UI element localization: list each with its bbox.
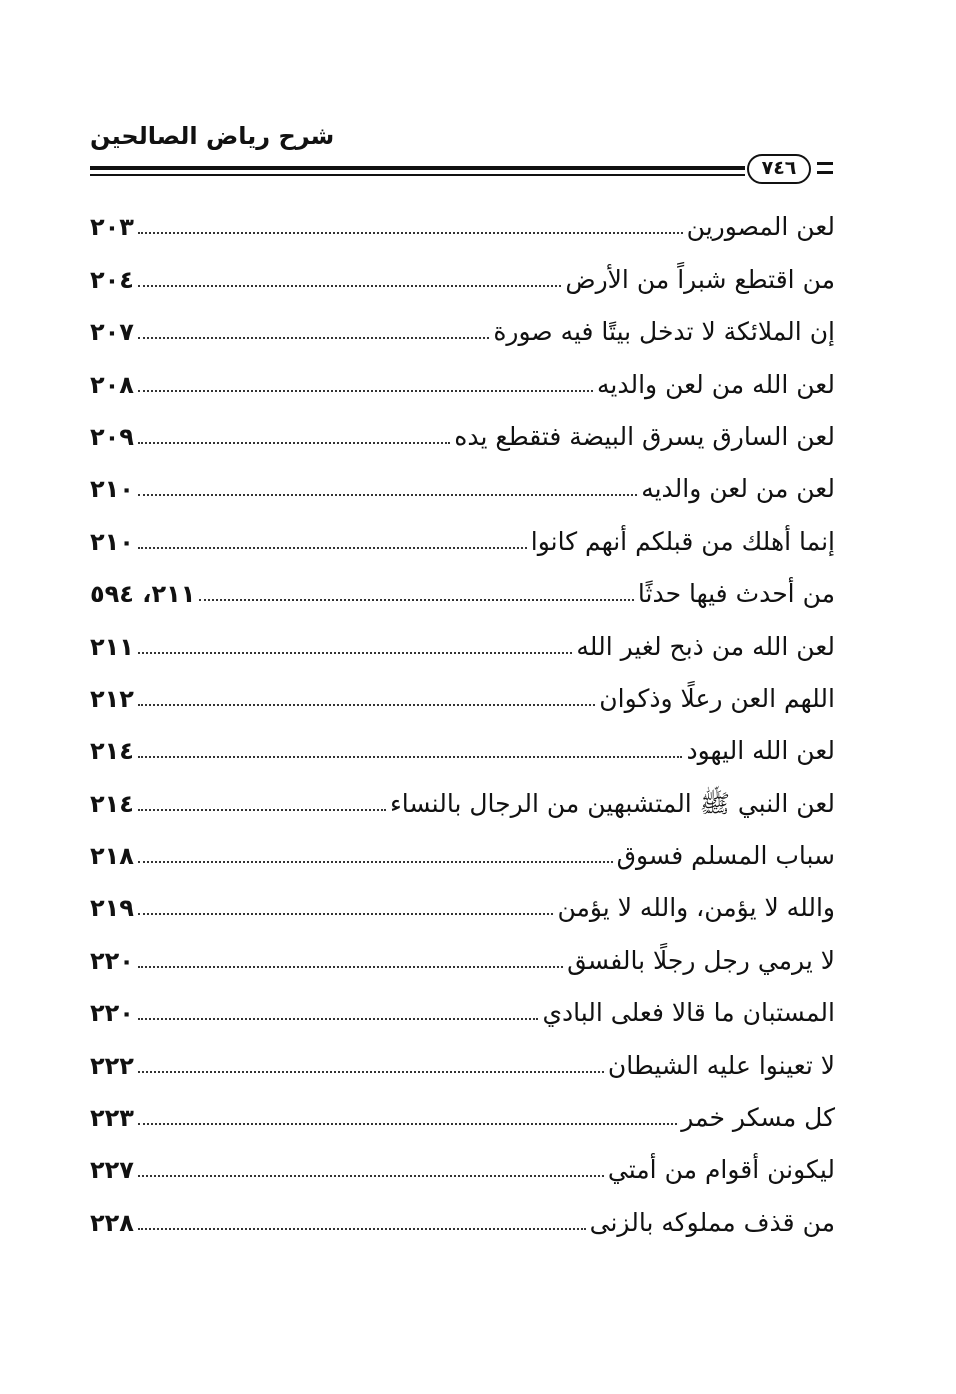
header-rule-bottom — [90, 174, 745, 176]
toc-entry-page: ٢٠٤ — [90, 265, 134, 294]
dot-leader — [138, 442, 450, 444]
toc-entry-title: إنما أهلك من قبلكم أنهم كانوا — [530, 526, 835, 556]
toc-entry-page: ٢٠٣ — [90, 213, 134, 242]
dot-leader — [138, 494, 637, 496]
toc-entry-title: من اقتطع شبراً من الأرض — [565, 264, 835, 294]
toc-row — [90, 925, 835, 977]
dot-leader — [138, 704, 595, 706]
table-of-contents — [90, 192, 835, 1240]
toc-entry-title: من قذف مملوكه بالزنى — [589, 1207, 835, 1237]
toc-entry-page: ٢١٠ — [90, 527, 134, 556]
dot-leader — [138, 861, 613, 863]
toc-entry-page: ٢٢٣ — [90, 1104, 134, 1133]
toc-entry-page: ٢١٩ — [90, 894, 134, 923]
toc-entry-title: والله لا يؤمن، والله لا يؤمن — [557, 893, 835, 923]
toc-row — [90, 611, 835, 663]
toc-entry-title: من أحدث فيها حدثًا — [637, 579, 835, 609]
dot-leader — [138, 652, 572, 654]
toc-row — [90, 716, 835, 768]
dot-leader — [138, 809, 386, 811]
toc-row — [90, 978, 835, 1030]
toc-entry-page: ٢١١، ٥٩٤ — [90, 580, 196, 609]
toc-entry-page: ٢١٢ — [90, 684, 134, 713]
toc-entry-title: كل مسكر خمر — [681, 1103, 835, 1133]
dot-leader — [138, 1071, 604, 1073]
toc-row — [90, 873, 835, 925]
toc-entry-title: سباب المسلم فسوق — [616, 841, 835, 871]
toc-entry-title: لعن من لعن والديه — [641, 474, 835, 504]
toc-entry-title: لعن السارق يسرق البيضة فتقطع يده — [454, 421, 835, 451]
toc-entry-page: ٢٠٧ — [90, 318, 134, 347]
running-header — [90, 118, 835, 188]
header-rule-top — [90, 166, 745, 170]
toc-entry-title: لعن النبي ﷺ المتشبهين من الرجال بالنساء — [389, 788, 835, 818]
toc-entry-title: ليكونن أقوام من أمتي — [607, 1155, 835, 1185]
dot-leader — [138, 1175, 604, 1177]
dot-leader — [138, 1018, 538, 1020]
toc-entry-page: ٢١٨ — [90, 842, 134, 871]
toc-entry-page: ٢٢٠ — [90, 946, 134, 975]
toc-row — [90, 1030, 835, 1082]
header-ornament — [817, 162, 833, 174]
dot-leader — [138, 285, 561, 287]
toc-entry-page: ٢٢٧ — [90, 1156, 134, 1185]
toc-row — [90, 244, 835, 296]
toc-entry-title: اللهم العن رعلًا وذكوان — [599, 683, 835, 713]
dot-leader — [138, 1228, 586, 1230]
toc-entry-title: المستبان ما قالا فعلى البادي — [542, 998, 835, 1028]
toc-row — [90, 506, 835, 558]
toc-row — [90, 1187, 835, 1239]
dot-leader — [199, 599, 634, 601]
toc-entry-page: ٢١١ — [90, 632, 134, 661]
toc-entry-page: ٢١٤ — [90, 789, 134, 818]
toc-row — [90, 1135, 835, 1187]
page-number-badge: ٧٤٦ — [747, 154, 811, 184]
toc-row — [90, 192, 835, 244]
toc-row — [90, 1083, 835, 1135]
toc-entry-page: ٢٠٩ — [90, 422, 134, 451]
toc-entry-page: ٢٢٢ — [90, 1051, 134, 1080]
toc-entry-title: لعن المصورين — [686, 212, 835, 242]
dot-leader — [138, 1123, 677, 1125]
toc-entry-title: لا تعينوا عليه الشيطان — [607, 1050, 835, 1080]
toc-row — [90, 664, 835, 716]
dot-leader — [138, 966, 563, 968]
toc-entry-title: لا يرمي رجل رجلًا بالفسق — [567, 945, 835, 975]
toc-entry-page: ٢٢٠ — [90, 999, 134, 1028]
book-title: شرح رياض الصالحين — [90, 122, 335, 150]
toc-row — [90, 297, 835, 349]
toc-entry-page: ٢٢٨ — [90, 1208, 134, 1237]
toc-entry-page: ٢١٤ — [90, 737, 134, 766]
dot-leader — [138, 756, 683, 758]
toc-row — [90, 821, 835, 873]
toc-row — [90, 349, 835, 401]
toc-entry-title: لعن الله من ذبح لغير الله — [576, 631, 835, 661]
toc-row — [90, 559, 835, 611]
dot-leader — [138, 547, 527, 549]
toc-row — [90, 402, 835, 454]
toc-entry-page: ٢٠٨ — [90, 370, 134, 399]
dot-leader — [138, 913, 554, 915]
toc-entry-page: ٢١٠ — [90, 475, 134, 504]
toc-entry-title: لعن الله اليهود — [686, 736, 835, 766]
toc-row — [90, 768, 835, 820]
dot-leader — [138, 232, 683, 234]
toc-entry-title: لعن الله من لعن والديه — [597, 369, 835, 399]
toc-row — [90, 454, 835, 506]
dot-leader — [138, 337, 489, 339]
toc-entry-title: إن الملائكة لا تدخل بيتًا فيه صورة — [493, 317, 835, 347]
dot-leader — [138, 390, 593, 392]
